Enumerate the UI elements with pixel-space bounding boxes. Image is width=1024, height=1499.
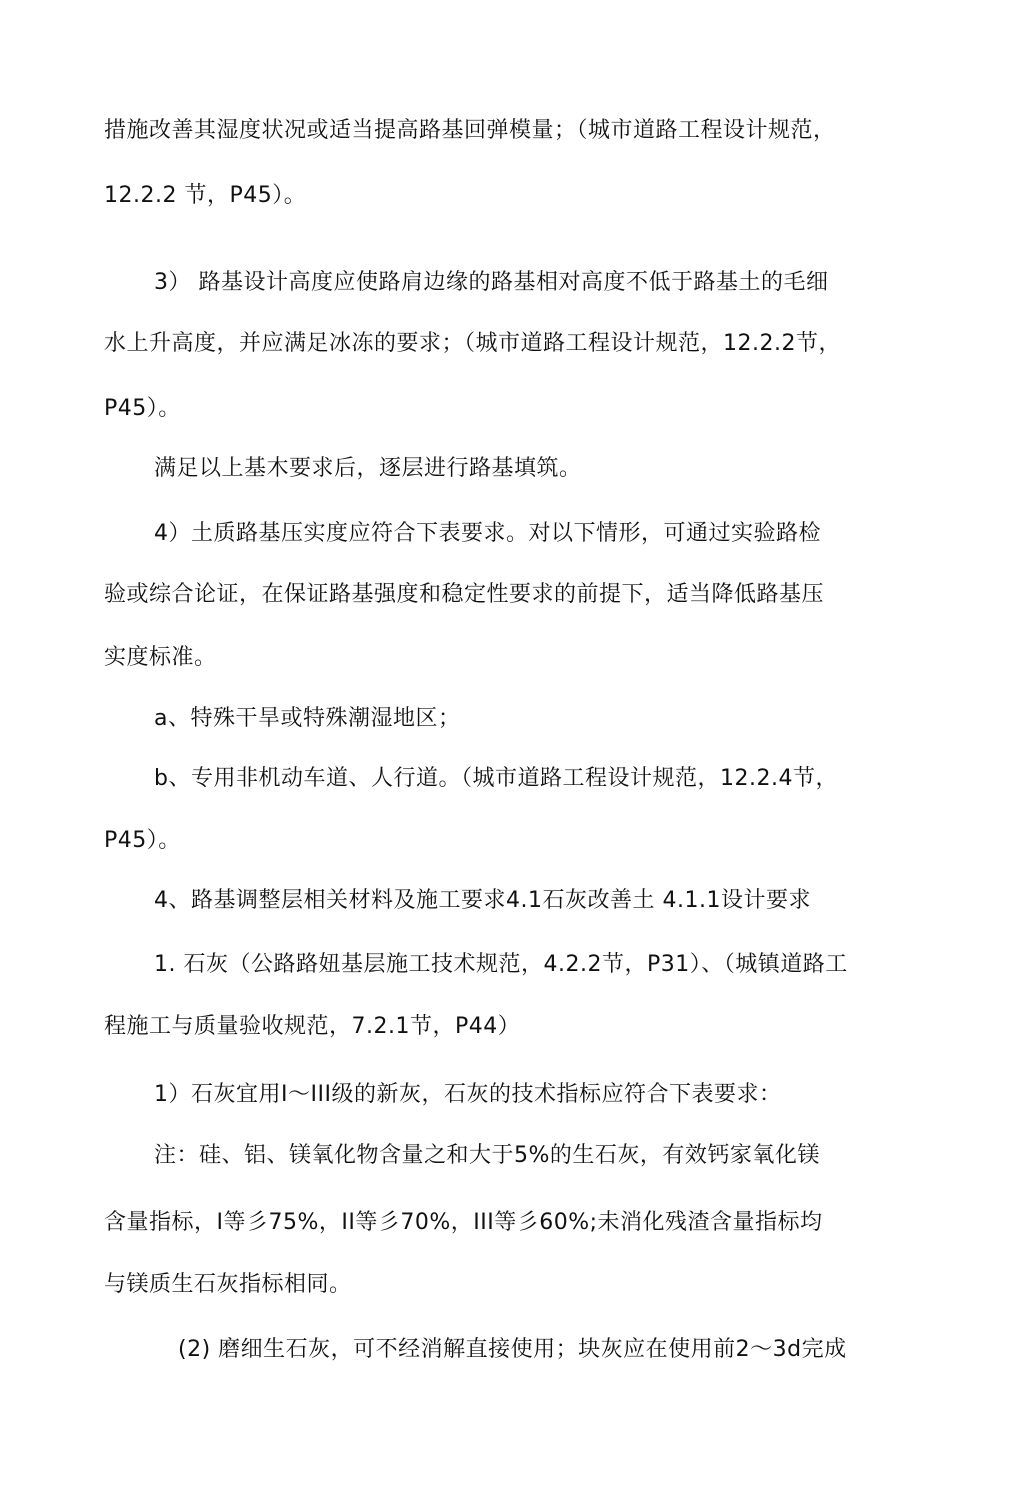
text-line: 含量指标，I等彡75%，II等彡70%，III等彡60%;未消化残渣含量指标均 (104, 1210, 823, 1235)
text-line: 1. 石灰（公路路妞基层施工技术规范，4.2.2节，P31）、（城镇道路工 (154, 952, 848, 977)
text-line: 4）土质路基压实度应符合下表要求。对以下情形，可通过实验路检 (154, 521, 821, 546)
text-line: P45）。 (104, 828, 181, 853)
text-line: (2) 磨细生石灰，可不经消解直接使用；块灰应在使用前2～3d完成 (178, 1337, 847, 1362)
text-line: 4、路基调整层相关材料及施工要求4.1石灰改善土 4.1.1设计要求 (154, 888, 811, 913)
text-line: 水上升高度，并应满足冰冻的要求；（城市道路工程设计规范，12.2.2节， (104, 331, 841, 356)
text-line: 与镁质生石灰指标相同。 (104, 1272, 352, 1297)
text-line: 1）石灰宜用I～III级的新灰，石灰的技术指标应符合下表要求： (154, 1082, 782, 1107)
text-line: 实度标准。 (104, 645, 217, 670)
text-line: 3） 路基设计高度应使路肩边缘的路基相对高度不低于路基土的毛细 (154, 270, 829, 295)
text-line: 措施改善其湿度状况或适当提高路基回弹模量；（城市道路工程设计规范， (104, 118, 836, 143)
text-line: 程施工与质量验收规范，7.2.1节，P44） (104, 1014, 521, 1039)
text-line: 验或综合论证，在保证路基强度和稳定性要求的前提下，适当降低路基压 (104, 582, 825, 607)
text-line: P45）。 (104, 396, 181, 421)
text-line: 满足以上基木要求后，逐层进行路基填筑。 (154, 456, 582, 481)
text-line: b、专用非机动车道、人行道。（城市道路工程设计规范，12.2.4节， (154, 766, 838, 791)
text-line: a、特殊干旱或特殊潮湿地区； (154, 706, 461, 731)
text-line: 注：硅、铝、镁氧化物含量之和大于5%的生石灰，有效钙家氧化镁 (154, 1143, 820, 1168)
text-line: 12.2.2 节，P45）。 (104, 183, 307, 208)
